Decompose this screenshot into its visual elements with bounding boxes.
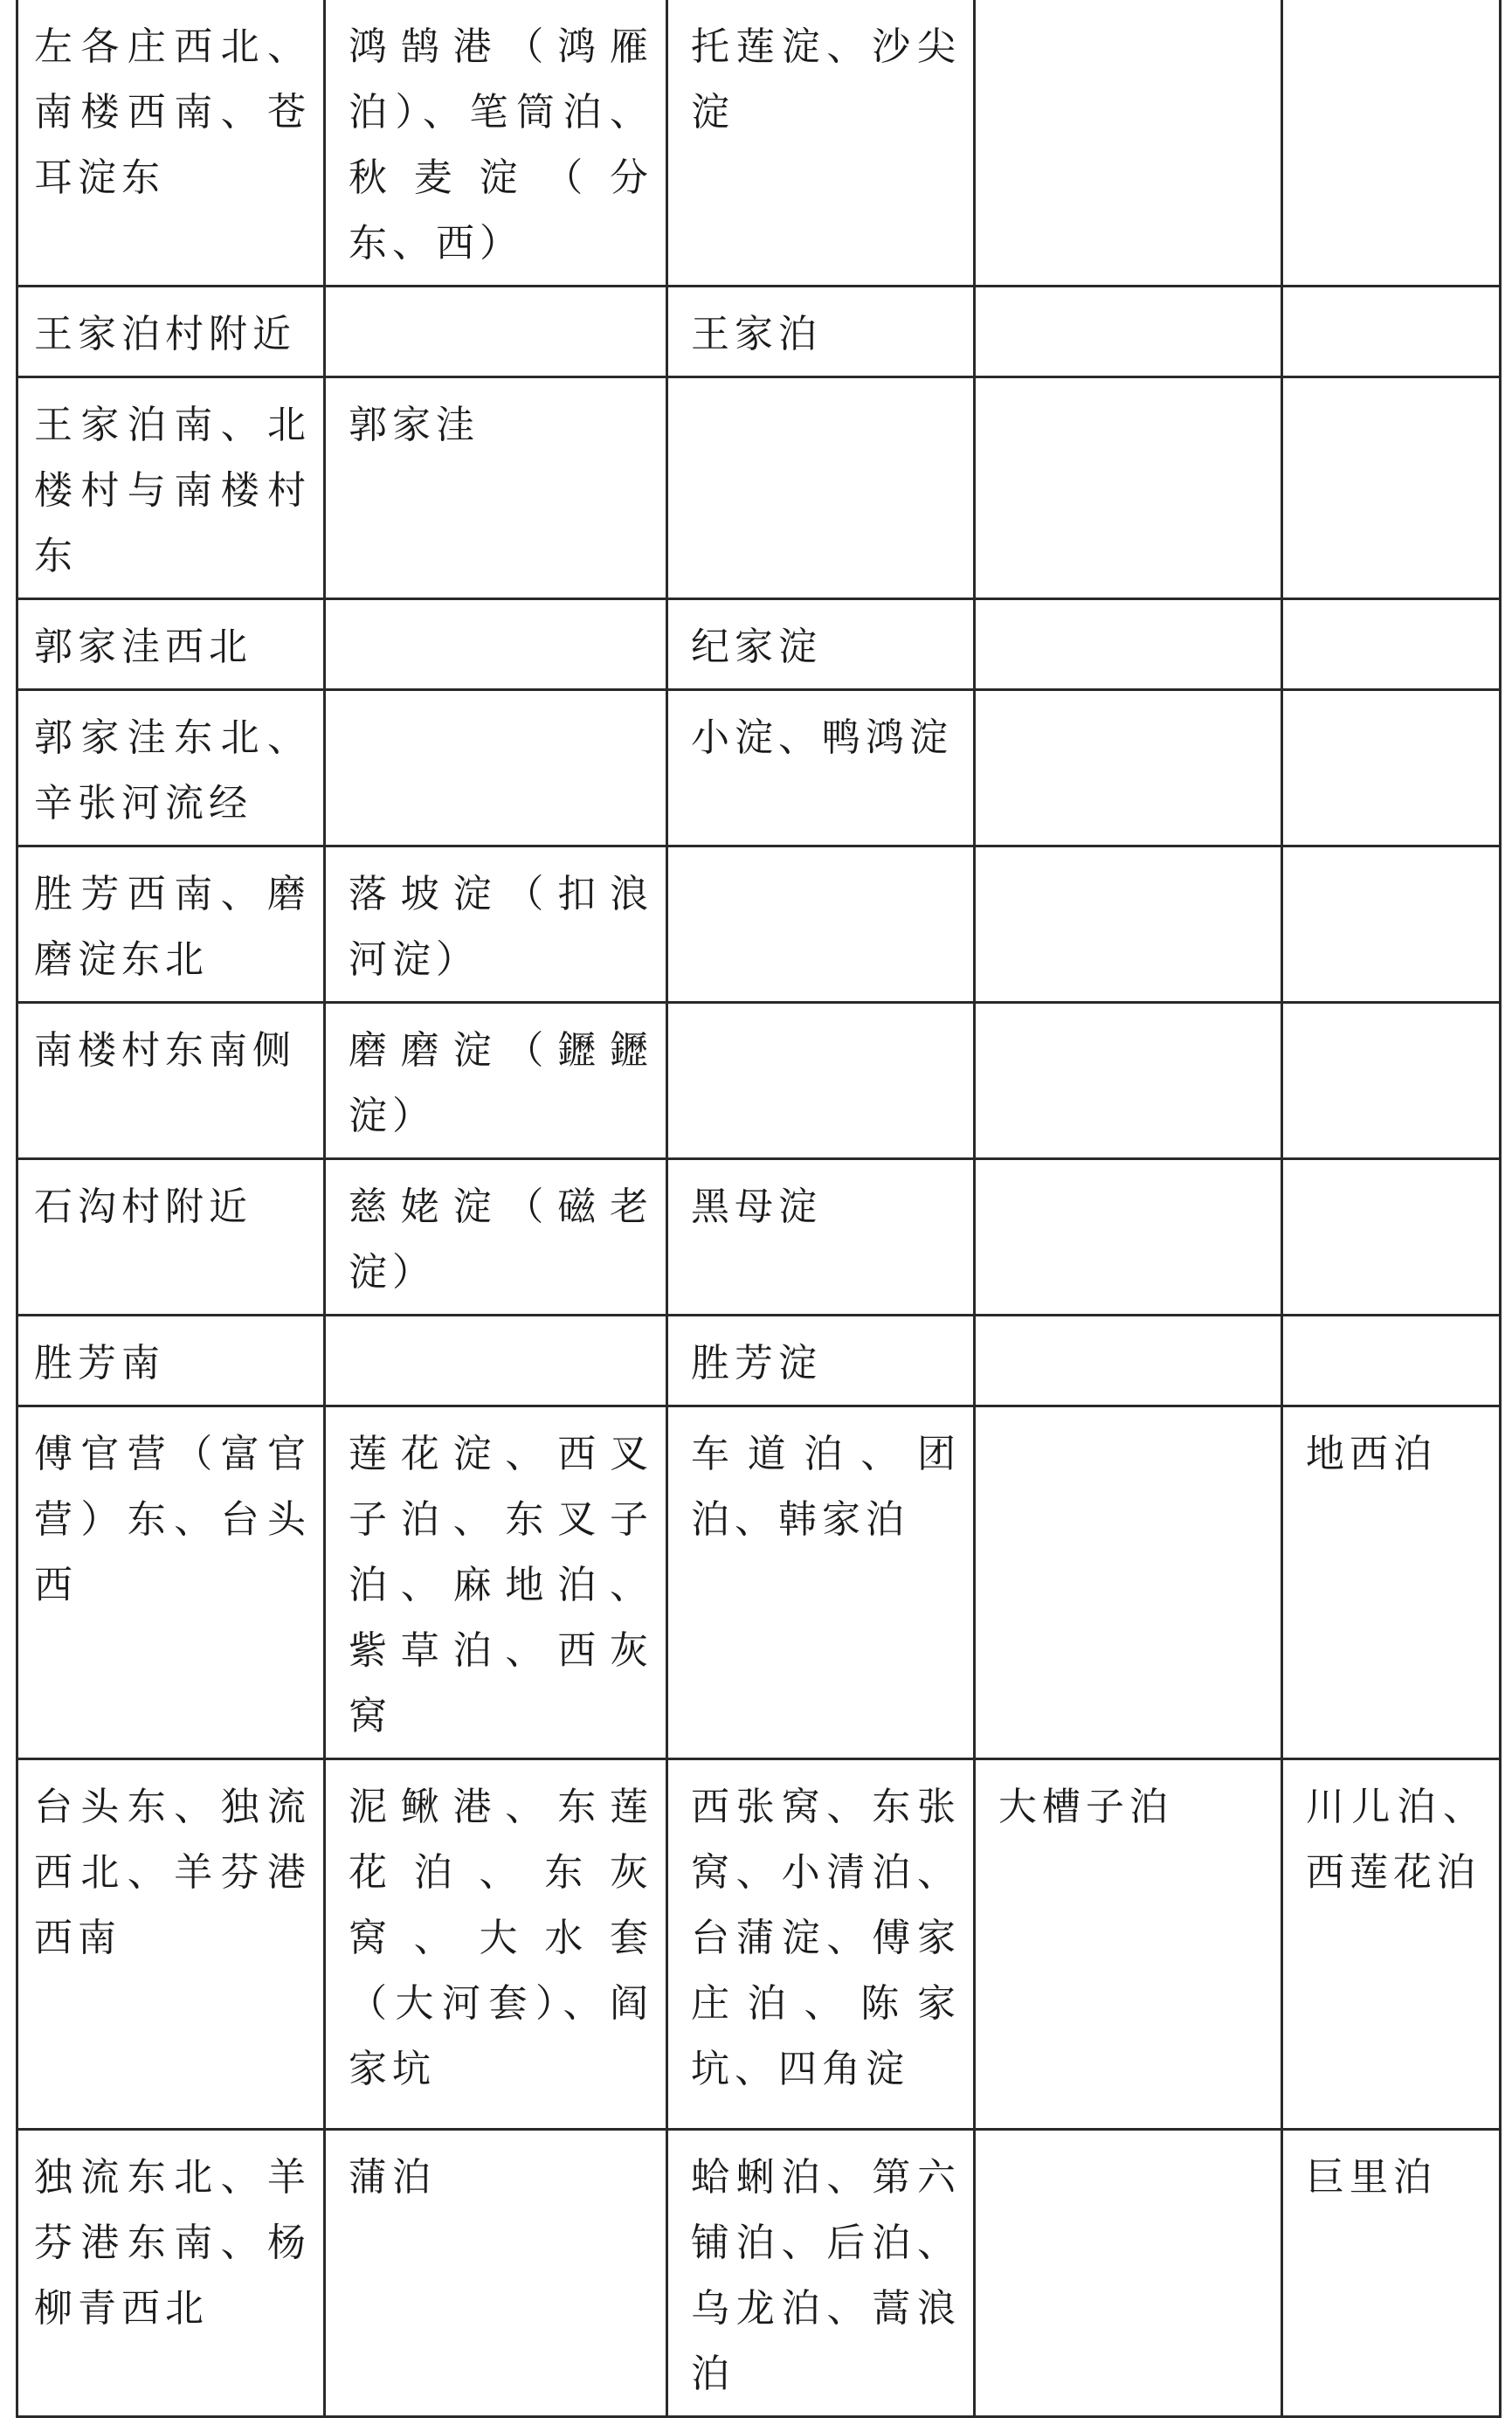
cell-location: 胜芳西南、磨磨淀东北 bbox=[17, 846, 325, 1003]
cell-col5 bbox=[1282, 0, 1501, 287]
cell-col3: 西张窝、东张窝、小清泊、台蒲淀、傅家庄泊、陈家坑、四角淀 bbox=[667, 1759, 975, 2130]
cell-col2: 磨磨淀（䥶䥶淀） bbox=[325, 1003, 667, 1159]
table-row bbox=[17, 599, 1501, 690]
cell-location: 郭家洼西北 bbox=[17, 599, 325, 690]
cell-col5 bbox=[1282, 1003, 1501, 1159]
cell-col5 bbox=[1282, 690, 1501, 846]
cell-col3: 王家泊 bbox=[667, 287, 975, 377]
cell-col4 bbox=[975, 1406, 1282, 1759]
cell-col4 bbox=[975, 1159, 1282, 1316]
table-row bbox=[17, 1316, 1501, 1406]
cell-col4 bbox=[975, 1003, 1282, 1159]
cell-location: 傅官营（富官营）东、台头西 bbox=[17, 1406, 325, 1759]
cell-location: 石沟村附近 bbox=[17, 1159, 325, 1316]
cell-location: 左各庄西北、南楼西南、苍耳淀东 bbox=[17, 0, 325, 287]
cell-col2: 蒲泊 bbox=[325, 2130, 667, 2417]
lakes-table bbox=[16, 0, 1502, 2418]
cell-col2: 泥鳅港、东莲花泊、东灰窝、大水套（大河套）、阎家坑 bbox=[325, 1759, 667, 2130]
cell-col2 bbox=[325, 287, 667, 377]
cell-col4 bbox=[975, 287, 1282, 377]
cell-col4 bbox=[975, 1316, 1282, 1406]
cell-col3: 车道泊、团泊、韩家泊 bbox=[667, 1406, 975, 1759]
cell-col4: 大槽子泊 bbox=[975, 1759, 1282, 2130]
cell-col2: 落坡淀（扣浪河淀） bbox=[325, 846, 667, 1003]
cell-location: 胜芳南 bbox=[17, 1316, 325, 1406]
cell-col5 bbox=[1282, 846, 1501, 1003]
cell-location: 南楼村东南侧 bbox=[17, 1003, 325, 1159]
cell-col3 bbox=[667, 846, 975, 1003]
table-row bbox=[17, 1759, 1501, 2130]
cell-col5 bbox=[1282, 1316, 1501, 1406]
cell-location: 王家泊南、北楼村与南楼村东 bbox=[17, 377, 325, 599]
cell-col2 bbox=[325, 690, 667, 846]
cell-col4 bbox=[975, 690, 1282, 846]
table-row bbox=[17, 1406, 1501, 1759]
cell-col2: 莲花淀、西叉子泊、东叉子泊、麻地泊、紫草泊、西灰窝 bbox=[325, 1406, 667, 1759]
cell-col3: 胜芳淀 bbox=[667, 1316, 975, 1406]
table-row bbox=[17, 1159, 1501, 1316]
cell-col3 bbox=[667, 377, 975, 599]
table-body bbox=[17, 0, 1501, 2417]
cell-col3: 纪家淀 bbox=[667, 599, 975, 690]
cell-col2 bbox=[325, 1316, 667, 1406]
cell-col3: 蛤蜊泊、第六铺泊、后泊、乌龙泊、蒿浪泊 bbox=[667, 2130, 975, 2417]
table-row bbox=[17, 0, 1501, 287]
cell-col4 bbox=[975, 377, 1282, 599]
cell-col3: 托莲淀、沙尖淀 bbox=[667, 0, 975, 287]
cell-col5: 川儿泊、西莲花泊 bbox=[1282, 1759, 1501, 2130]
cell-col2 bbox=[325, 599, 667, 690]
cell-col4 bbox=[975, 0, 1282, 287]
cell-location: 郭家洼东北、辛张河流经 bbox=[17, 690, 325, 846]
cell-location: 台头东、独流西北、羊芬港西南 bbox=[17, 1759, 325, 2130]
cell-col2: 慈姥淀（磁老淀） bbox=[325, 1159, 667, 1316]
cell-col3: 黑母淀 bbox=[667, 1159, 975, 1316]
cell-col4 bbox=[975, 846, 1282, 1003]
cell-col5 bbox=[1282, 287, 1501, 377]
table-row bbox=[17, 287, 1501, 377]
cell-col5 bbox=[1282, 1159, 1501, 1316]
cell-col3 bbox=[667, 1003, 975, 1159]
cell-col5 bbox=[1282, 377, 1501, 599]
cell-col5 bbox=[1282, 599, 1501, 690]
table-row bbox=[17, 2130, 1501, 2417]
table-row bbox=[17, 690, 1501, 846]
cell-col4 bbox=[975, 2130, 1282, 2417]
table-row bbox=[17, 846, 1501, 1003]
cell-col2: 鸿鹄港（鸿雁泊）、笔筒泊、秋麦淀（分东、西） bbox=[325, 0, 667, 287]
cell-col5: 巨里泊 bbox=[1282, 2130, 1501, 2417]
cell-col3: 小淀、鸭鸿淀 bbox=[667, 690, 975, 846]
table-row bbox=[17, 377, 1501, 599]
cell-col2: 郭家洼 bbox=[325, 377, 667, 599]
cell-location: 独流东北、羊芬港东南、杨柳青西北 bbox=[17, 2130, 325, 2417]
cell-col4 bbox=[975, 599, 1282, 690]
cell-col5: 地西泊 bbox=[1282, 1406, 1501, 1759]
cell-location: 王家泊村附近 bbox=[17, 287, 325, 377]
table-row bbox=[17, 1003, 1501, 1159]
